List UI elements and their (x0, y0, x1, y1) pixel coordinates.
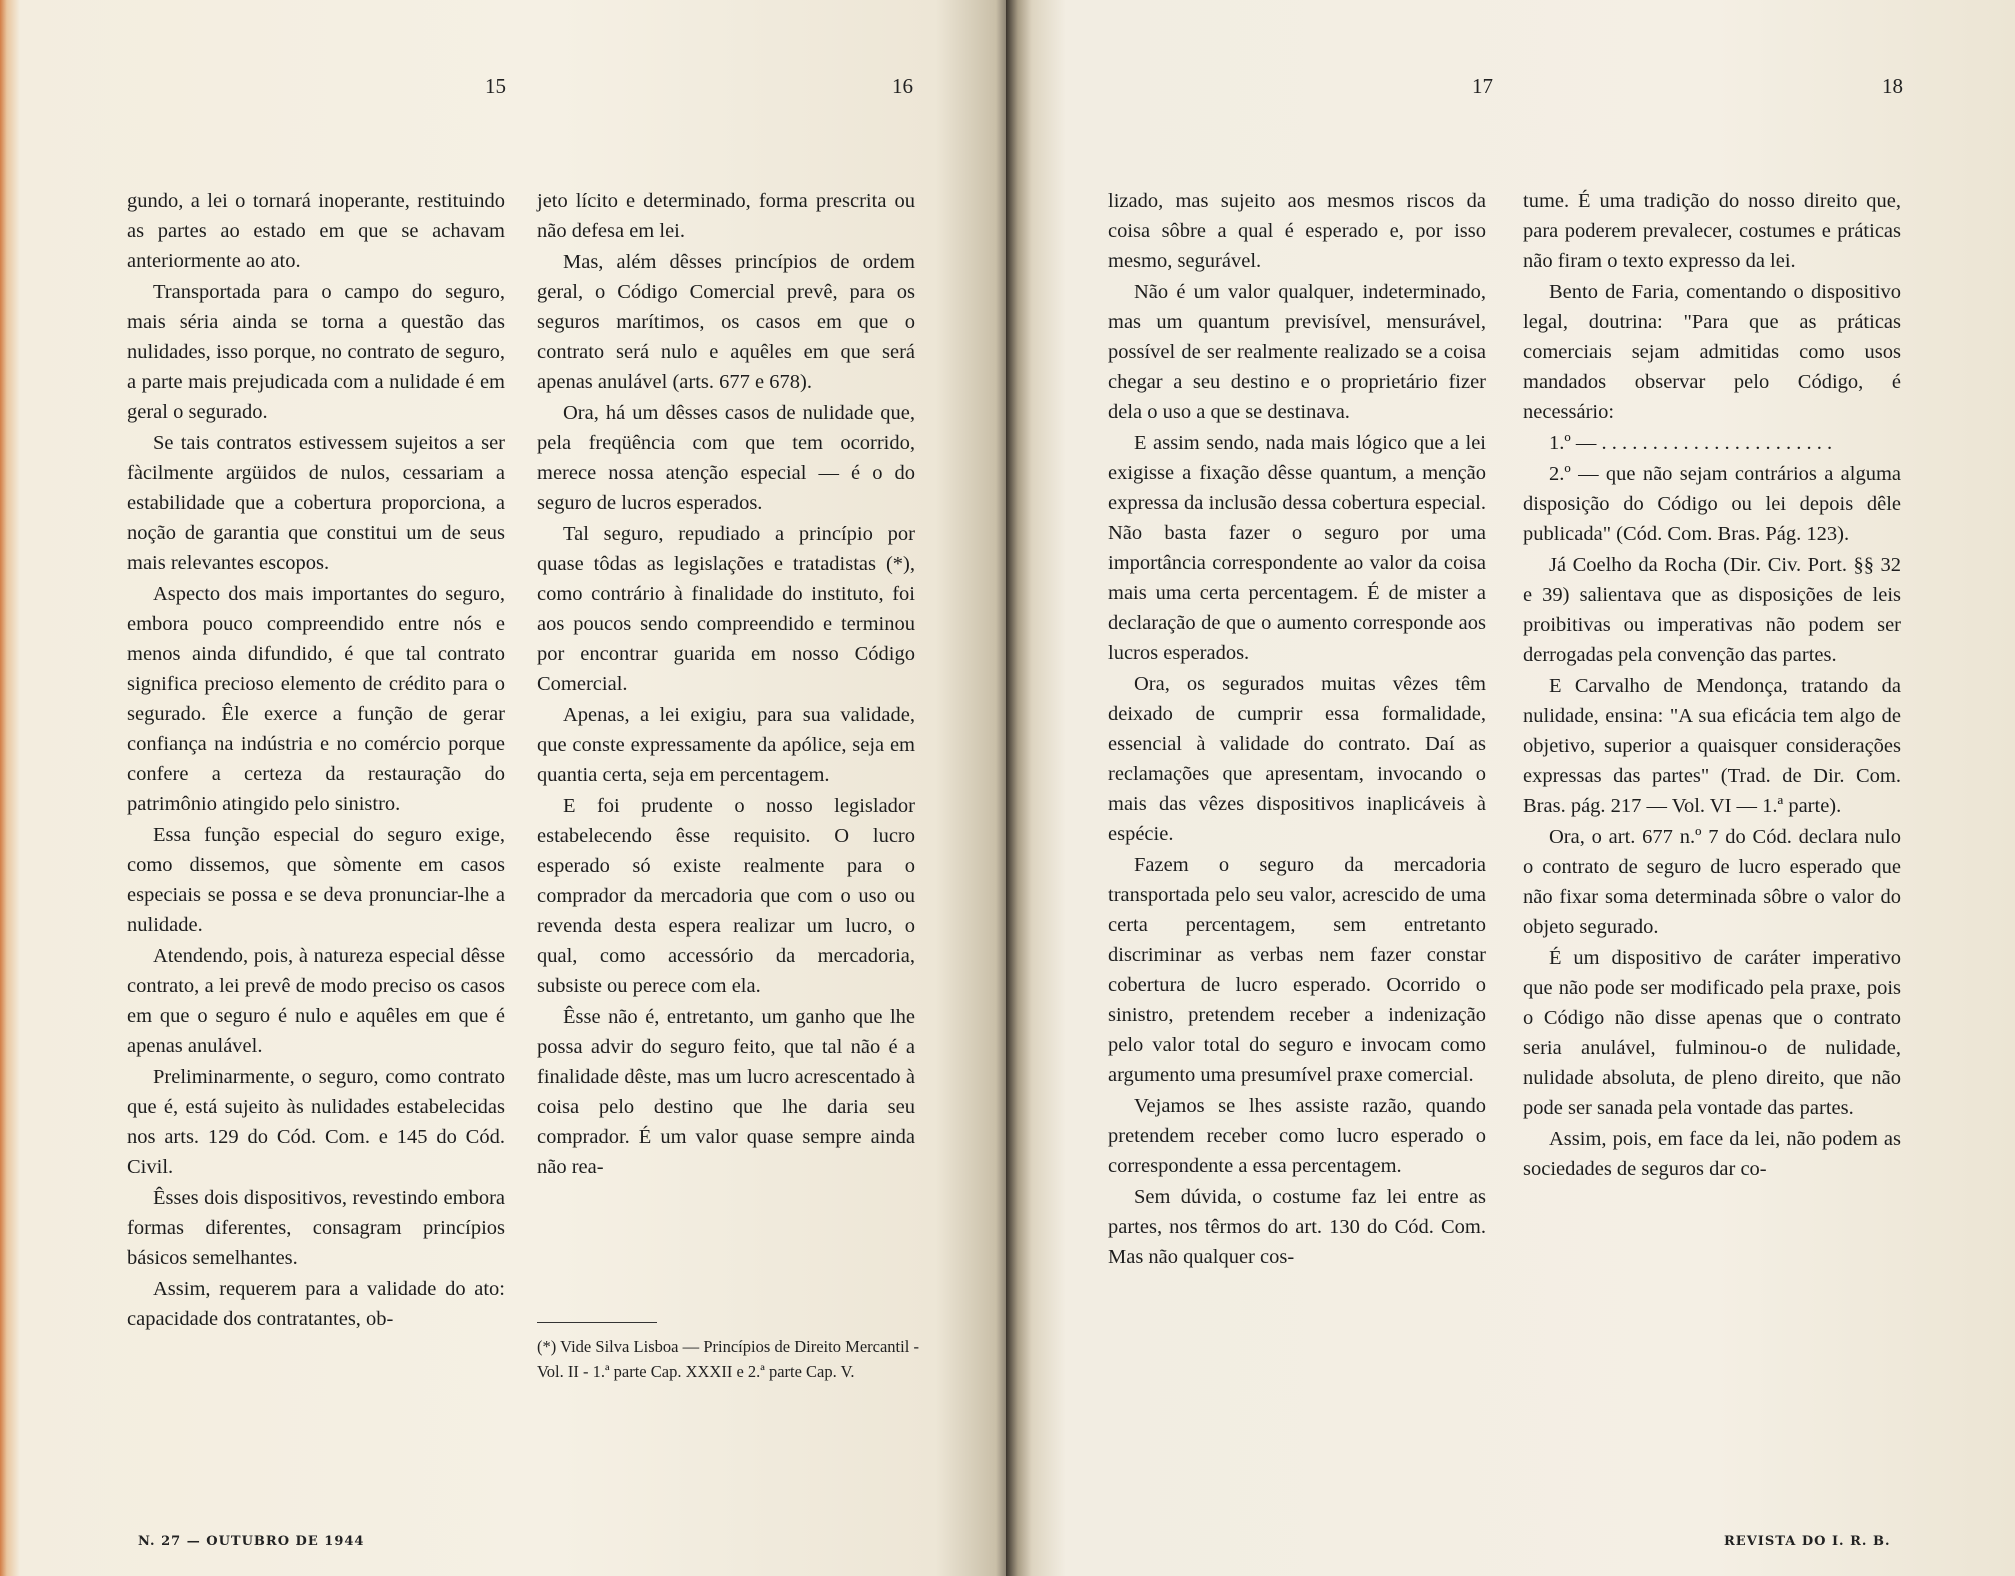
p18-paragraph: Assim, pois, em face da lei, não podem as sociedades de seguros dar co- (1523, 1128, 1901, 1180)
p15-paragraph: Preliminarmente, o seguro, como contrato que é, está sujeito às nulidades estabelecidas nos arts. 129 do Cód. Com. e 145 do Cód. Civil. (127, 1066, 505, 1178)
p18-paragraph: Já Coelho da Rocha (Dir. Civ. Port. §§ 32 e 39) salientava que as disposições de leis proibitivas ou imperativas não podem ser derrogadas pela convenção das partes. (1523, 554, 1901, 666)
p15-paragraph: Transportada para o campo do seguro, mais séria ainda se torna a questão das nulidades, isso porque, no contrato de seguro, a parte mais prejudicada com a nulidade é em geral o segurado. (127, 281, 505, 423)
p17-paragraph: Vejamos se lhes assiste razão, quando pretendem receber como lucro esperado o correspondente a essa percentagem. (1108, 1095, 1486, 1177)
page-number-16: 16 (892, 74, 913, 98)
p17-paragraph: Não é um valor qualquer, indeterminado, mas um quantum previsível, mensurável, possível de ser realmente realizado se a coisa chegar a seu destino e o proprietário fizer dela o uso a que se destinava. (1108, 281, 1486, 423)
p16-paragraph: E foi prudente o nosso legislador estabelecendo êsse requisito. O lucro esperado só existe realmente para o comprador da mercadoria que com o uso ou revenda desta espera realizar um lucro, o qual, como accessório da mercadoria, subsiste ou perece com ela. (537, 795, 915, 997)
footer-issue: N. 27 — OUTUBRO DE 1944 (138, 1534, 365, 1549)
p16-paragraph: Êsse não é, entretanto, um ganho que lhe possa advir do seguro feito, que tal não é a finalidade dêste, mas um lucro acrescentado à coisa pelo destino que lhe daria seu comprador. É um valor quase sempre ainda não rea- (537, 1006, 915, 1178)
p18-paragraph: É um dispositivo de caráter imperativo que não pode ser modificado pela praxe, pois o Código não disse apenas que o contrato seria anulável, fulminou-o de nulidade, nulidade absoluta, de pleno direito, que não pode ser sanada pela vontade das partes. (1523, 947, 1901, 1119)
page-15-column (127, 186, 505, 1335)
p15-paragraph: Se tais contratos estivessem sujeitos a ser fàcilmente argüidos de nulos, cessariam a estabilidade que a cobertura proporciona, a noção de garantia que constitui um de seus mais relevantes escopos. (127, 432, 505, 574)
p16-paragraph: Ora, há um dêsses casos de nulidade que, pela freqüência com que tem ocorrido, merece nossa atenção especial — é o do seguro de lucros esperados. (537, 402, 915, 514)
p17-paragraph: Fazem o seguro da mercadoria transportada pelo seu valor, acrescido de uma certa percentagem, sem entretanto discriminar as verbas nem fazer constar cobertura de lucro esperado. Ocorrido o sinistro, pretendem receber a indenização pelo valor total do seguro e invocam como argumento uma presumível praxe comercial. (1108, 854, 1486, 1086)
page-17-column (1108, 186, 1486, 1273)
p18-paragraph: 1.º — . . . . . . . . . . . . . . . . . . . . . . . (1549, 432, 1833, 454)
p18-paragraph: tume. É uma tradição do nosso direito que, para poderem prevalecer, costumes e práticas não firam o texto expresso da lei. (1523, 190, 1901, 272)
p15-paragraph: Atendendo, pois, à natureza especial dêsse contrato, a lei prevê de modo preciso os casos em que o seguro é nulo e aquêles em que é apenas anulável. (127, 945, 505, 1057)
p17-paragraph: Sem dúvida, o costume faz lei entre as partes, nos têrmos do art. 130 do Cód. Com. Mas não qualquer cos- (1108, 1186, 1486, 1268)
page-number-15: 15 (485, 74, 506, 98)
p15-paragraph: Assim, requerem para a validade do ato: capacidade dos contratantes, ob- (127, 1278, 505, 1330)
footnote: (*) Vide Silva Lisboa — Princípios de Direito Mercantil - Vol. II - 1.ª parte Cap. XXXII e 2.ª parte Cap. V. (537, 1337, 919, 1381)
footnote-rule (537, 1322, 657, 1323)
p18-paragraph: Ora, o art. 677 n.º 7 do Cód. declara nulo o contrato de seguro de lucro esperado que não fixar soma determinada sôbre o valor do objeto segurado. (1523, 826, 1901, 938)
p18-paragraph: 2.º — que não sejam contrários a alguma disposição do Código ou lei depois dêle publicada" (Cód. Com. Bras. Pág. 123). (1523, 463, 1901, 545)
p18-paragraph: Bento de Faria, comentando o dispositivo legal, doutrina: "Para que as práticas comerciais sejam admitidas como usos mandados observar pelo Código, é necessário: (1523, 281, 1901, 423)
p15-paragraph: gundo, a lei o tornará inoperante, restituindo as partes ao estado em que se achavam anteriormente ao ato. (127, 190, 505, 272)
page-18-column (1523, 186, 1901, 1185)
p16-paragraph: Mas, além dêsses princípios de ordem geral, o Código Comercial prevê, para os seguros marítimos, os casos em que o contrato será nulo e aquêles em que será apenas anulável (arts. 677 e 678). (537, 251, 915, 393)
p16-paragraph: Apenas, a lei exigiu, para sua validade, que conste expressamente da apólice, seja em quantia certa, seja em percentagem. (537, 704, 915, 786)
p17-paragraph: Ora, os segurados muitas vêzes têm deixado de cumprir essa formalidade, essencial à validade do contrato. Daí as reclamações que apresentam, invocando o mais das vêzes dispositivos inaplicáveis à espécie. (1108, 673, 1486, 845)
p15-paragraph: Essa função especial do seguro exige, como dissemos, que sòmente em casos especiais se possa e se deva pronunciar-lhe a nulidade. (127, 824, 505, 936)
footer-journal: REVISTA DO I. R. B. (1724, 1534, 1891, 1549)
right-leaf (1006, 0, 2015, 1576)
page-number-18: 18 (1882, 74, 1903, 98)
p15-paragraph: Êsses dois dispositivos, revestindo embora formas diferentes, consagram princípios básicos semelhantes. (127, 1187, 505, 1269)
p16-paragraph: jeto lícito e determinado, forma prescrita ou não defesa em lei. (537, 190, 915, 242)
page-16-column (537, 186, 915, 1183)
left-leaf (0, 0, 1006, 1576)
p16-paragraph: Tal seguro, repudiado a princípio por quase tôdas as legislações e tratadistas (*), como contrário à finalidade do instituto, foi aos poucos sendo compreendido e terminou por encontrar guarida em nosso Código Comercial. (537, 523, 915, 695)
p18-paragraph: E Carvalho de Mendonça, tratando da nulidade, ensina: "A sua eficácia tem algo de objetivo, superior a quaisquer considerações expressas das partes" (Trad. de Dir. Com. Bras. pág. 217 — Vol. VI — 1.ª parte). (1523, 675, 1901, 817)
page-number-17: 17 (1472, 74, 1493, 98)
p17-paragraph: lizado, mas sujeito aos mesmos riscos da coisa sôbre a qual é esperado e, por isso mesmo, segurável. (1108, 190, 1486, 272)
p15-paragraph: Aspecto dos mais importantes do seguro, embora pouco compreendido entre nós e menos ainda difundido, é que tal contrato significa precioso elemento de crédito para o segurado. Êle exerce a função de gerar confiança na indústria e no comércio porque confere a certeza da restauração do patrimônio atingido pelo sinistro. (127, 583, 505, 815)
p17-paragraph: E assim sendo, nada mais lógico que a lei exigisse a fixação dêsse quantum, a menção expressa da inclusão dessa cobertura especial. Não basta fazer o seguro por uma importância correspondente ao valor da coisa mais uma certa percentagem. É de mister a declaração de que o aumento corresponde aos lucros esperados. (1108, 432, 1486, 664)
